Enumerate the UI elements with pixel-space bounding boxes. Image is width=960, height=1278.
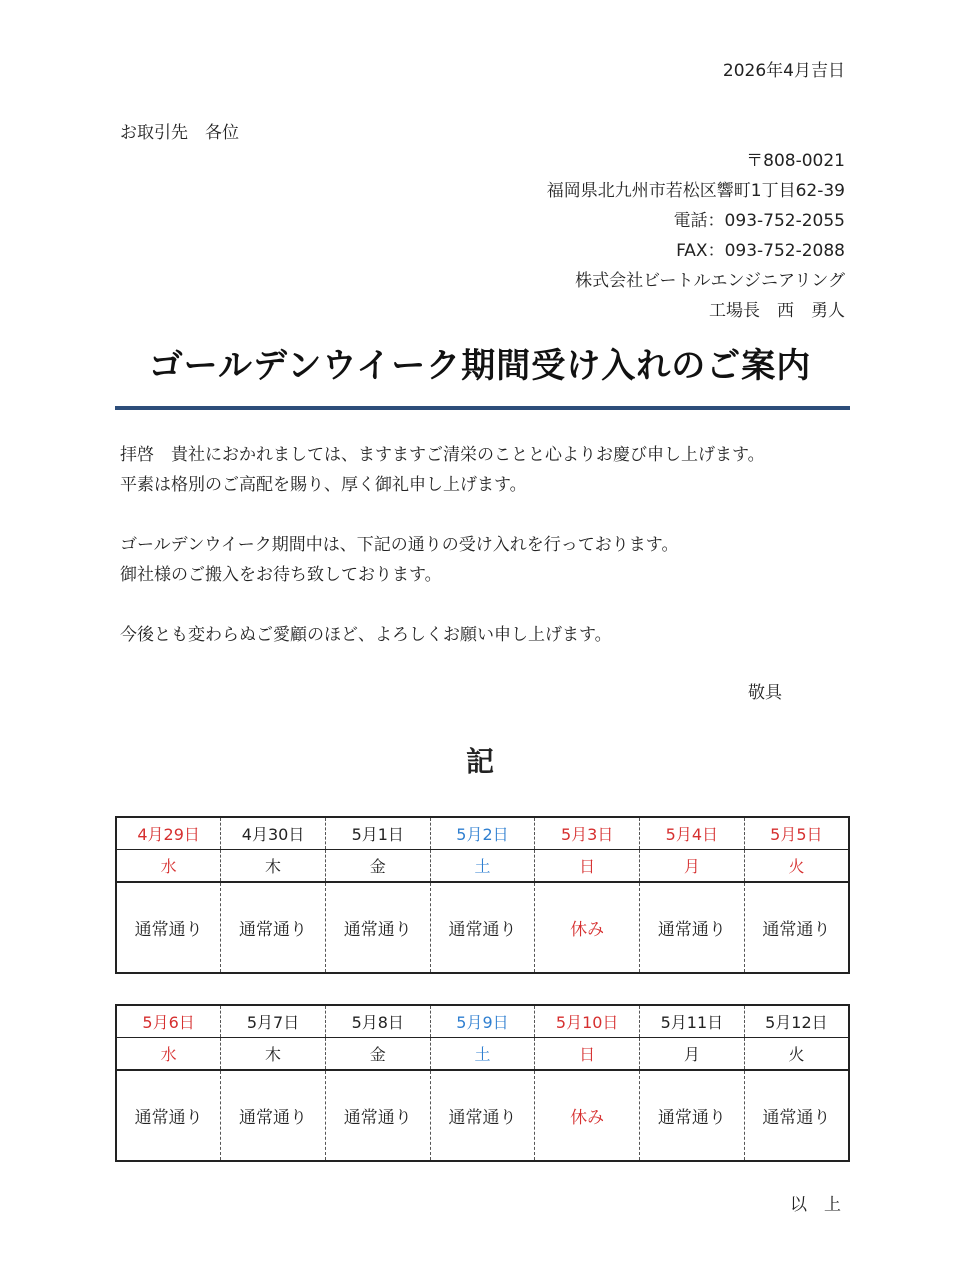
date-row (116, 1005, 849, 1038)
schedule-table-week2 (115, 1004, 850, 1162)
recipient: お取引先 各位 (120, 123, 239, 143)
page-title: ゴールデンウイーク期間受け入れのご案内 (148, 346, 812, 386)
weekday-row (116, 1038, 849, 1071)
date-cell: 4月29日 (116, 817, 221, 850)
date-cell: 5月5日 (744, 817, 849, 850)
weekday-cell: 土 (430, 1038, 535, 1071)
weekday-cell: 木 (221, 1038, 326, 1071)
weekday-cell: 土 (430, 850, 535, 883)
paragraph-gap (120, 500, 765, 530)
weekday-cell: 金 (325, 1038, 430, 1071)
date-cell: 4月30日 (221, 817, 326, 850)
sender-block (547, 146, 845, 326)
status-cell: 通常通り (640, 1070, 745, 1161)
letter-body (120, 440, 765, 650)
status-cell: 通常通り (430, 882, 535, 973)
date-cell: 5月6日 (116, 1005, 221, 1038)
weekday-cell: 火 (744, 1038, 849, 1071)
sender-address: 福岡県北九州市若松区響町1丁目62-39 (546, 181, 845, 201)
ki-heading: 記 (465, 745, 494, 778)
weekday-cell: 日 (535, 850, 640, 883)
weekday-cell: 月 (640, 1038, 745, 1071)
status-cell: 休み (535, 1070, 640, 1161)
date-cell: 5月11日 (640, 1005, 745, 1038)
date-cell: 5月10日 (535, 1005, 640, 1038)
status-cell: 通常通り (134, 1108, 203, 1128)
status-cell: 通常通り (221, 882, 326, 973)
date-cell: 5月8日 (325, 1005, 430, 1038)
status-cell: 通常通り (430, 1070, 535, 1161)
status-row (116, 882, 849, 973)
date-cell: 5月3日 (535, 817, 640, 850)
date-cell: 5月7日 (221, 1005, 326, 1038)
weekday-cell: 木 (221, 850, 326, 883)
title-underline (115, 406, 850, 410)
end-mark: 以 上 (790, 1195, 841, 1215)
date-cell: 5月9日 (430, 1005, 535, 1038)
status-cell: 通常通り (744, 882, 849, 973)
sender-tel: 電話：093-752-2055 (673, 211, 845, 231)
status-cell: 通常通り (325, 1070, 430, 1161)
status-row (116, 1070, 849, 1161)
weekday-cell: 日 (535, 1038, 640, 1071)
weekday-cell: 月 (640, 850, 745, 883)
body-line: 拝啓 貴社におかれましては、ますますご清栄のことと心よりお慶び申し上げます。 (120, 445, 765, 465)
weekday-cell: 金 (325, 850, 430, 883)
weekday-cell: 火 (744, 850, 849, 883)
date-cell: 5月2日 (430, 817, 535, 850)
paragraph-gap (120, 590, 765, 620)
status-cell: 通常通り (221, 1070, 326, 1161)
status-cell: 通常通り (640, 882, 745, 973)
body-line: 今後とも変わらぬご愛顧のほど、よろしくお願い申し上げます。 (120, 625, 612, 645)
date-cell: 5月1日 (325, 817, 430, 850)
weekday-cell: 水 (116, 850, 221, 883)
status-cell: 通常通り (325, 882, 430, 973)
date-cell: 5月12日 (744, 1005, 849, 1038)
date-row (116, 817, 849, 850)
document-date: 2026年4月吉日 (722, 61, 845, 81)
sender-person: 工場長 西 勇人 (709, 301, 845, 321)
body-line: ゴールデンウイーク期間中は、下記の通りの受け入れを行っております。 (120, 535, 679, 555)
weekday-row (116, 850, 849, 883)
body-line: 御社様のご搬入をお待ち致しております。 (120, 565, 442, 585)
status-cell: 通常通り (134, 920, 203, 940)
status-cell: 通常通り (744, 1070, 849, 1161)
status-cell: 休み (535, 882, 640, 973)
sender-postal: 〒808-0021 (746, 151, 845, 171)
schedule-table-week1 (115, 816, 850, 974)
sender-fax: FAX：093-752-2088 (676, 241, 845, 261)
date-cell: 5月4日 (640, 817, 745, 850)
sender-company: 株式会社ビートルエンジニアリング (575, 271, 845, 291)
closing-keigu: 敬具 (748, 683, 782, 703)
weekday-cell: 水 (116, 1038, 221, 1071)
body-line: 平素は格別のご高配を賜り、厚く御礼申し上げます。 (120, 475, 527, 495)
